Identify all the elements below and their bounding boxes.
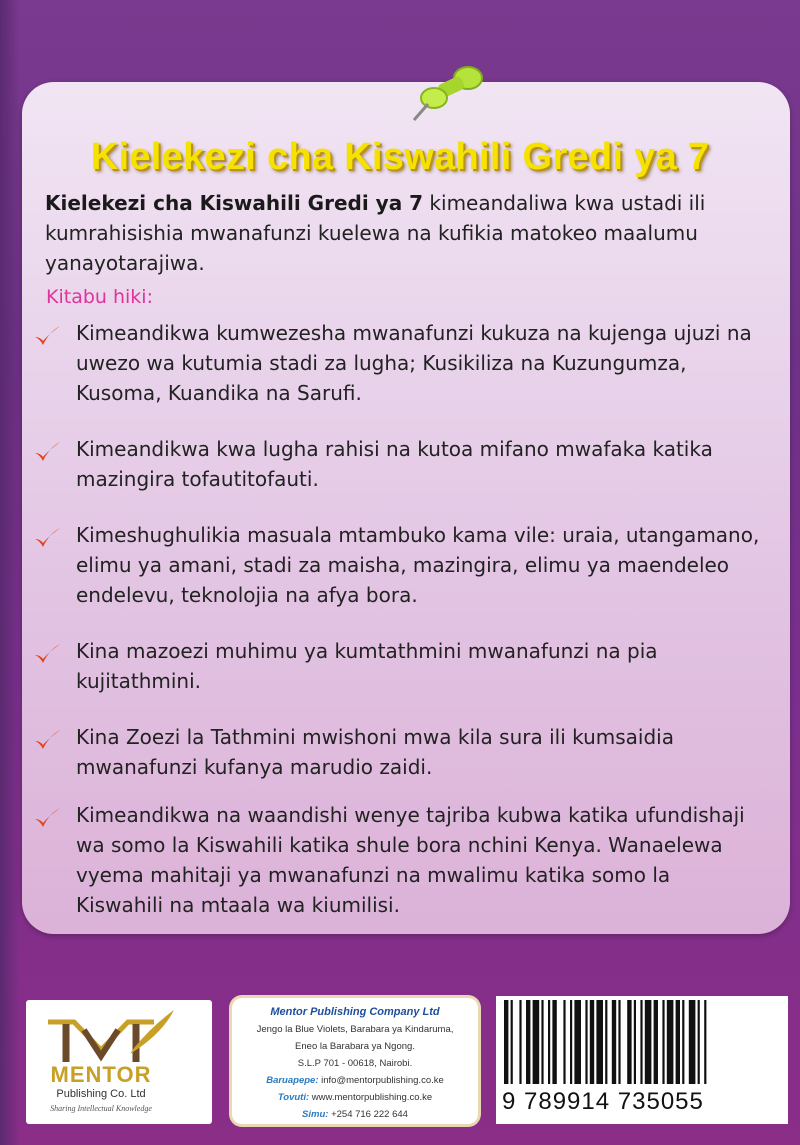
publisher-email: [232, 1075, 478, 1086]
feature-line: endelevu, teknolojia na afya bora.: [76, 583, 418, 607]
mentor-logo-icon: [26, 1004, 176, 1070]
feature-line: mwanafunzi kufanya marudio zaidi.: [76, 755, 433, 779]
intro-line-1: kimeandaliwa kwa ustadi ili: [423, 191, 706, 215]
feature-line: Kusoma, Kuandika na Sarufi.: [76, 381, 362, 405]
feature-line: Kimeandikwa na waandishi wenye tajriba kubwa katika ufundishaji: [76, 803, 745, 827]
feature-line: uwezo wa kutumia stadi za lugha; Kusikiliza na Kuzungumza,: [76, 351, 687, 375]
checkmark-icon: [32, 806, 62, 830]
phone-label: Simu:: [302, 1109, 329, 1120]
book-title: Kielekezi cha Kiswahili Gredi ya 7: [90, 136, 710, 178]
publisher-logo-tagline: Sharing Intellectual Knowledge: [50, 1104, 152, 1113]
feature-line: Kimeandikwa kumwezesha mwanafunzi kukuza na kujenga ujuzi na: [76, 321, 752, 345]
publisher-address-2: Eneo la Barabara ya Ngong.: [295, 1041, 415, 1052]
publisher-logo-name: MENTOR: [50, 1062, 152, 1087]
feature-text: [76, 636, 788, 696]
publisher-address-1: Jengo la Blue Violets, Barabara ya Kindaruma,: [256, 1024, 454, 1035]
intro-book-name: Kielekezi cha Kiswahili Gredi ya 7: [45, 191, 424, 215]
subheading: Kitabu hiki:: [46, 286, 153, 308]
publisher-website: [232, 1092, 478, 1103]
pushpin-icon: [408, 60, 488, 130]
feature-line: Kimeandikwa kwa lugha rahisi na kutoa mifano mwafaka katika: [76, 437, 713, 461]
feature-text: [76, 318, 788, 408]
isbn-barcode: [496, 996, 788, 1124]
feature-line: Kina Zoezi la Tathmini mwishoni mwa kila sura ili kumsaidia: [76, 725, 674, 749]
feature-line: wa somo la Kiswahili katika shule bora nchini Kenya. Wanaelewa: [76, 833, 723, 857]
feature-text: [76, 800, 788, 920]
intro-paragraph: [45, 188, 785, 278]
barcode-bars: [496, 1000, 788, 1092]
email-value: info@mentorpublishing.co.ke: [318, 1075, 444, 1086]
feature-line: Kimeshughulikia masuala mtambuko kama vile: uraia, utangamano,: [76, 523, 760, 547]
publisher-logo: [26, 1000, 212, 1124]
website-value: www.mentorpublishing.co.ke: [309, 1092, 433, 1103]
intro-line-3: yanayotarajiwa.: [45, 251, 205, 275]
feature-line: Kina mazoezi muhimu ya kumtathmini mwanafunzi na pia: [76, 639, 658, 663]
publisher-po-box: S.L.P 701 - 00618, Nairobi.: [297, 1058, 413, 1069]
feature-line: Kiswahili na mtaala wa kiumilisi.: [76, 893, 400, 917]
feature-line: kujitathmini.: [76, 669, 201, 693]
phone-value: +254 716 222 644: [328, 1109, 408, 1120]
feature-line: vyema mahitaji ya mwanafunzi na mwalimu katika somo la: [76, 863, 671, 887]
feature-text: [76, 520, 788, 610]
publisher-logo-sub: Publishing Co. Ltd: [56, 1088, 146, 1100]
checkmark-icon: [32, 440, 62, 464]
isbn-digits: 9 789914 735055: [502, 1088, 704, 1115]
feature-text: [76, 722, 788, 782]
publisher-company: Mentor Publishing Company Ltd: [270, 1006, 440, 1018]
checkmark-icon: [32, 526, 62, 550]
checkmark-icon: [32, 728, 62, 752]
intro-line-2: kumrahisishia mwanafunzi kuelewa na kufikia matokeo maalumu: [45, 221, 698, 245]
feature-line: mazingira tofautitofauti.: [76, 467, 319, 491]
feature-line: elimu ya amani, stadi za maisha, mazingira, elimu ya maendeleo: [76, 553, 730, 577]
publisher-contact-box: [232, 998, 478, 1124]
publisher-phone: [232, 1109, 478, 1120]
feature-text: [76, 434, 788, 494]
checkmark-icon: [32, 324, 62, 348]
email-label: Baruapepe:: [266, 1075, 319, 1086]
website-label: Tovuti:: [277, 1092, 310, 1103]
checkmark-icon: [32, 642, 62, 666]
